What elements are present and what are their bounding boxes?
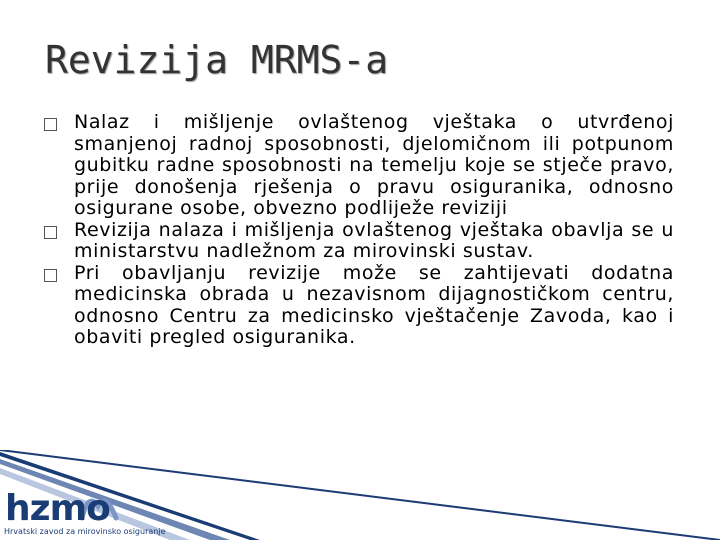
list-item bbox=[44, 263, 674, 349]
logo-text: hzmo bbox=[5, 488, 110, 529]
bullet-text: Revizija nalaza i mišljenja ovlaštenog vještaka obavlja se u ministarstvu nadležnom za mirovinski sustav. bbox=[74, 218, 674, 262]
list-item bbox=[44, 112, 674, 220]
slide-title: Revizija MRMS-a bbox=[45, 38, 389, 82]
bullet-list bbox=[44, 112, 674, 349]
bullet-text: Pri obavljanju revizije može se zahtijevati dodatna medicinska obrada u nezavisnom dijagnostičkom centru, odnosno Centru za medicinsko vještačenje Zavoda, kao i obaviti pregled osiguranika. bbox=[74, 261, 674, 348]
bullet-box-icon bbox=[44, 226, 57, 239]
logo-subtitle: Hrvatski zavod za mirovinsko osiguranje bbox=[4, 527, 166, 536]
bullet-box-icon bbox=[44, 269, 57, 282]
bullet-box-icon bbox=[44, 118, 57, 131]
list-item bbox=[44, 220, 674, 263]
bullet-text: Nalaz i mišljenje ovlaštenog vještaka o utvrđenoj smanjenoj radnoj sposobnosti, djelomičnom ili potpunom gubitku radne sposobnosti na temelju koje se stječe pravo, prije donošenja rješenja o pravu osiguranika, odnosno osigurane osobe, obvezno podliježe reviziji bbox=[74, 111, 674, 219]
